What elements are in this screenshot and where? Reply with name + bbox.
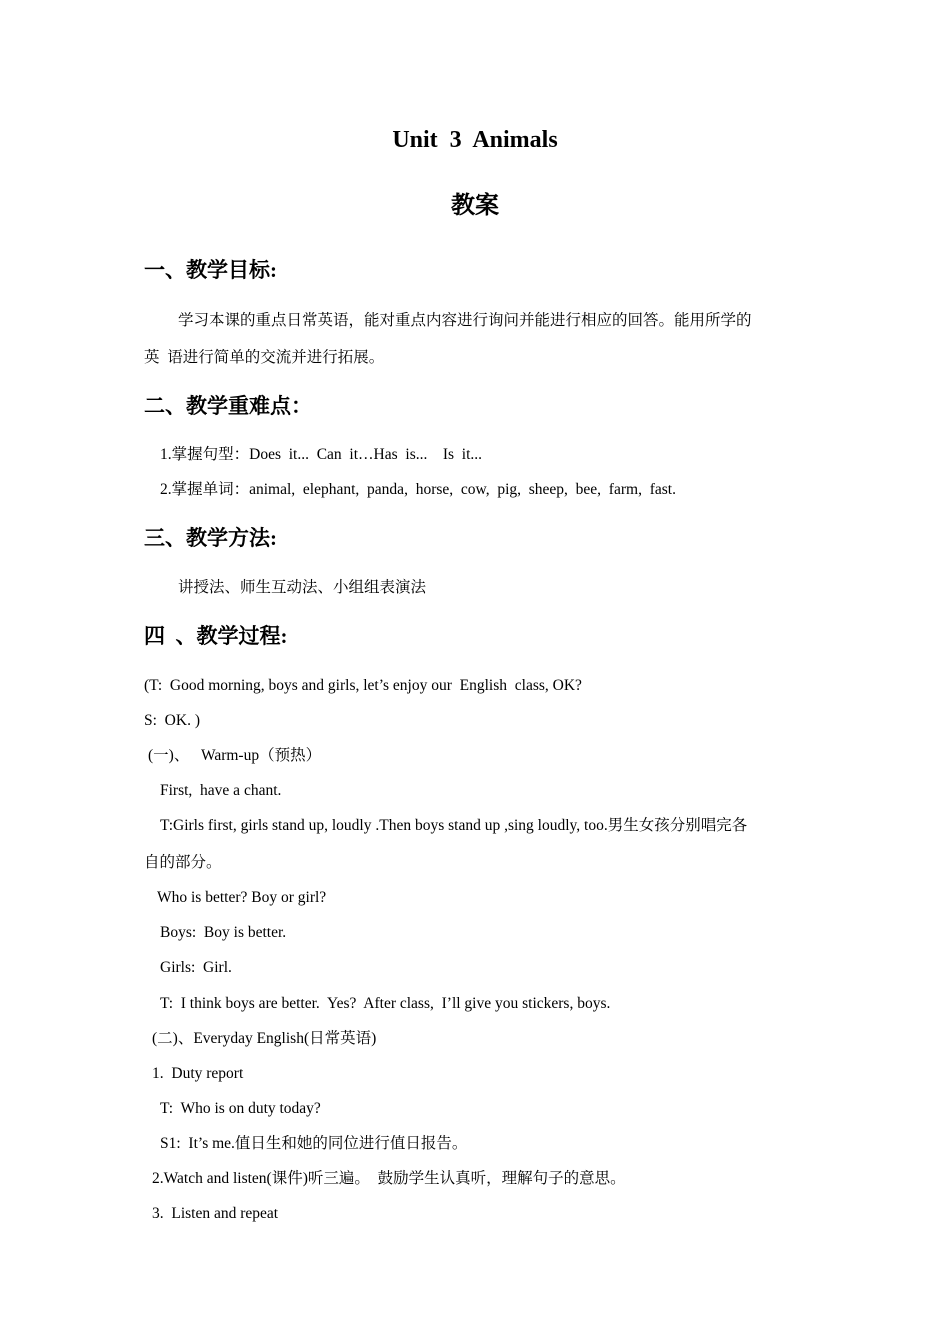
- process-subheading-warm-up: (一)、 Warm-up（预热）: [148, 747, 322, 764]
- key-points-item-2: 2.掌握单词：animal, elephant, panda, horse, cow, pig, sheep, bee, farm, fast.: [160, 481, 676, 498]
- process-subheading-everyday-english: (二)、Everyday English(日常英语): [152, 1030, 377, 1047]
- document-subtitle: 教案: [451, 193, 499, 219]
- process-line: (T: Good morning, boys and girls, let’s enjoy our English class, OK?: [144, 677, 582, 694]
- section-heading-process: 四 、教学过程:: [144, 624, 288, 648]
- process-line: 1. Duty report: [152, 1065, 244, 1082]
- methods-paragraph: 讲授法、师生互动法、小组组表演法: [178, 579, 427, 596]
- process-line: T: I think boys are better. Yes? After class, I’ll give you stickers, boys.: [160, 995, 611, 1012]
- process-line: Boys: Boy is better.: [160, 924, 287, 941]
- section-heading-key-points: 二、教学重难点：: [144, 394, 312, 418]
- process-line: S: OK. ): [144, 712, 200, 729]
- section-heading-goals: 一、教学目标:: [144, 258, 277, 282]
- process-line: 2.Watch and listen(课件)听三遍。 鼓励学生认真听，理解句子的意思。: [152, 1170, 626, 1187]
- process-line: 自的部分。: [144, 854, 222, 871]
- section-heading-methods: 三、教学方法:: [144, 526, 277, 550]
- process-line: Girls: Girl.: [160, 959, 232, 976]
- goals-paragraph-line-1: 学习本课的重点日常英语，能对重点内容进行询问并能进行相应的回答。能用所学的: [178, 312, 752, 329]
- process-line: S1: It’s me.值日生和她的同位进行值日报告。: [160, 1135, 468, 1152]
- process-line: T: Who is on duty today?: [160, 1100, 321, 1117]
- document-title: Unit 3 Animals: [392, 127, 558, 153]
- process-line: First, have a chant.: [160, 782, 282, 799]
- key-points-item-1: 1.掌握句型：Does it... Can it…Has is... Is it...: [160, 446, 483, 463]
- goals-paragraph-line-2: 英 语进行简单的交流并进行拓展。: [144, 349, 385, 366]
- process-line: 3. Listen and repeat: [152, 1205, 279, 1222]
- process-line: Who is better? Boy or girl?: [157, 889, 327, 906]
- process-line: T:Girls first, girls stand up, loudly .Then boys stand up ,sing loudly, too.男生女孩分别唱完各: [160, 817, 748, 834]
